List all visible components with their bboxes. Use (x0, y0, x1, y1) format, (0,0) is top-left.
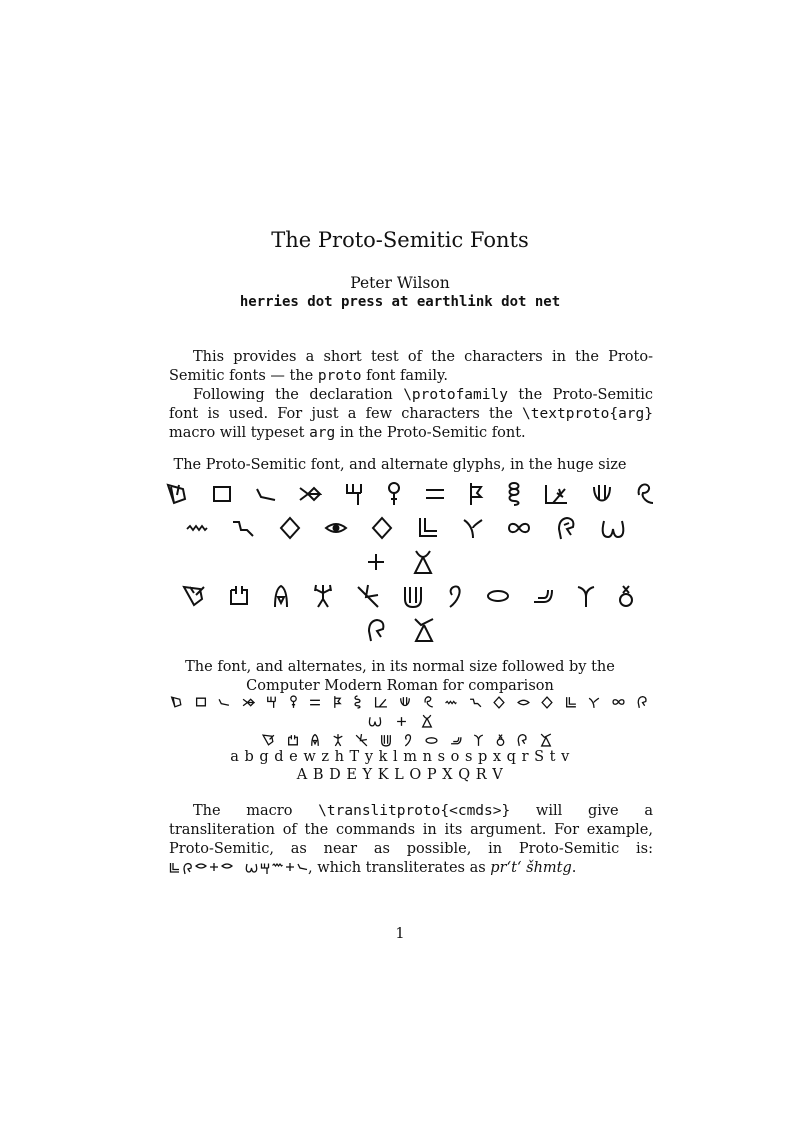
cross-glyph (209, 862, 219, 872)
inline-code: \translitproto{<cmds>} (318, 803, 511, 819)
infinity-glyph (612, 698, 625, 706)
ox-head-glyph (170, 695, 183, 709)
alt-ox-head-glyph (182, 583, 206, 609)
arm-glyph (374, 695, 388, 709)
snake-glyph (469, 697, 482, 708)
intro-paragraph-1 (169, 348, 653, 386)
alt-lamp-glyph (310, 733, 320, 747)
eye-glyph (324, 520, 348, 536)
infinity-glyph (507, 521, 531, 535)
water-glyph (186, 522, 208, 534)
alt-branch-glyph (356, 583, 380, 609)
huge-alt-row-2 (0, 616, 800, 644)
cross-glyph (366, 552, 386, 572)
fish-glyph (242, 697, 255, 708)
alt-head-glyph (516, 733, 528, 747)
alt-house-glyph (287, 734, 299, 747)
intro-text: in the Proto-Semitic font. (335, 425, 526, 441)
tooth-glyph (245, 862, 258, 873)
alt-trident-glyph (380, 733, 392, 747)
diamond-glyph (493, 696, 505, 709)
intro-text: the Proto-Semitic font is used. For just a few characters the (169, 387, 654, 422)
inline-code: \protofamily (403, 387, 508, 403)
mouth-diamond-glyph (541, 696, 553, 709)
alt-man-glyph (312, 583, 334, 609)
head-glyph (636, 695, 648, 709)
alt-house-glyph (228, 584, 250, 608)
hand-glyph (344, 481, 364, 507)
alt-man-glyph (332, 733, 344, 747)
alt-ellipse-glyph (486, 588, 510, 604)
page-number: 1 (395, 926, 405, 942)
branch-glyph (588, 696, 600, 709)
intro-section (169, 348, 653, 443)
alt-trident-glyph (402, 583, 424, 609)
plant-glyph (399, 695, 411, 709)
alt-forked-glyph (576, 583, 596, 609)
inline-code: proto (317, 368, 362, 384)
alt-hook-glyph (446, 583, 464, 609)
alt-crescent-glyph (532, 586, 554, 606)
transliteration-paragraph (169, 802, 653, 878)
equals-glyph (309, 698, 321, 707)
hand-glyph (260, 862, 270, 875)
mace-glyph (289, 695, 298, 709)
normal-glyph-row-2 (0, 713, 800, 729)
alt-knot-glyph (618, 583, 634, 609)
eye-glyph (221, 862, 233, 870)
mouth-diamond-glyph (371, 516, 393, 540)
alt-lamp-glyph (272, 583, 290, 609)
diamond-glyph (279, 516, 301, 540)
latin-uppercase-comparison: A B D E Y K L O P X Q R V (296, 767, 504, 783)
bow-glyph (421, 714, 433, 728)
house-glyph (195, 696, 207, 708)
alt-ox-head-glyph (262, 733, 275, 747)
throwstick-glyph (297, 862, 308, 871)
alt-head-glyph (365, 617, 387, 643)
huge-alt-row-1 (182, 582, 634, 610)
alt-branch-glyph (355, 733, 368, 747)
intro-paragraph-2 (169, 386, 653, 443)
translit-text: The macro (193, 803, 319, 819)
branch-glyph (462, 516, 484, 540)
tooth-glyph (368, 715, 382, 727)
intro-text: This provides a short test of the characters in the Proto-Semitic fonts — the (169, 349, 653, 384)
normal-size-caption: The font, and alternates, in its normal size followed by the Computer Modern Roman for comparison (185, 659, 615, 694)
document-title: The Proto-Semitic Fonts (271, 228, 529, 252)
throwstick-glyph (218, 697, 230, 707)
latin-lowercase-comparison: a b g d e w z h T y k l m n s o s p x q r S t v (230, 749, 570, 765)
inline-code: arg (309, 425, 336, 441)
author-name: Peter Wilson (350, 274, 450, 292)
huge-glyph-row-3 (0, 548, 800, 576)
transliteration-result: pr‘t‘ šhmtg (490, 860, 572, 876)
house-glyph (211, 483, 233, 505)
equals-glyph (424, 486, 446, 502)
translit-text: . (571, 860, 577, 876)
snake-glyph (231, 518, 255, 538)
intro-text: macro will typeset (169, 425, 310, 441)
huge-glyph-row-2 (186, 514, 626, 542)
alt-forked-glyph (473, 733, 484, 747)
water-glyph (445, 699, 457, 706)
fence-glyph (468, 481, 484, 507)
mace-glyph (386, 481, 402, 507)
fence-glyph (333, 695, 342, 709)
translit-text: will give a transliteration of the commands in its argument. For example, Proto-Semitic, as near as possible, in Proto-Semitic is: (169, 803, 653, 857)
inline-proto-word (169, 862, 308, 875)
water-glyph (272, 862, 283, 868)
twisted-rope-glyph (506, 481, 522, 507)
eye-glyph (195, 862, 207, 870)
corner-glyph (169, 862, 180, 874)
head-glyph (555, 515, 577, 541)
translit-text: , which transliterates as (308, 860, 491, 876)
alt-hook-glyph (403, 733, 413, 747)
head-glyph (182, 862, 193, 875)
corner-glyph (417, 516, 439, 540)
alt-crescent-glyph (450, 735, 462, 746)
bow-glyph (412, 549, 434, 575)
alt-knot-glyph (496, 733, 505, 747)
normal-glyph-row-1 (170, 694, 648, 710)
corner-glyph (565, 696, 577, 709)
author-email: herries dot press at earthlink dot net (239, 294, 561, 310)
intro-text: Following the declaration (193, 387, 404, 403)
arm-glyph (543, 481, 569, 507)
twisted-rope-glyph (353, 695, 362, 709)
cross-glyph (285, 862, 295, 872)
eye-glyph (517, 698, 530, 707)
tooth-glyph (600, 517, 626, 539)
cross-glyph (396, 716, 407, 727)
hand-glyph (266, 695, 277, 709)
ox-head-glyph (165, 481, 189, 507)
huge-glyph-row-1 (165, 480, 655, 508)
plant-glyph (591, 481, 613, 507)
inline-code: \textproto{arg} (522, 406, 653, 422)
goad-glyph (423, 695, 434, 709)
huge-size-caption: The Proto-Semitic font, and alternate glyphs, in the huge size (173, 457, 627, 473)
fish-glyph (298, 484, 322, 504)
alt-bow-glyph (540, 733, 552, 747)
normal-alt-row (262, 732, 552, 748)
alt-bow-glyph (413, 617, 435, 643)
intro-text: font family. (361, 368, 448, 384)
throwstick-glyph (255, 485, 277, 503)
alt-ellipse-glyph (425, 736, 438, 745)
transliteration-section (169, 802, 653, 878)
goad-glyph (635, 481, 655, 507)
